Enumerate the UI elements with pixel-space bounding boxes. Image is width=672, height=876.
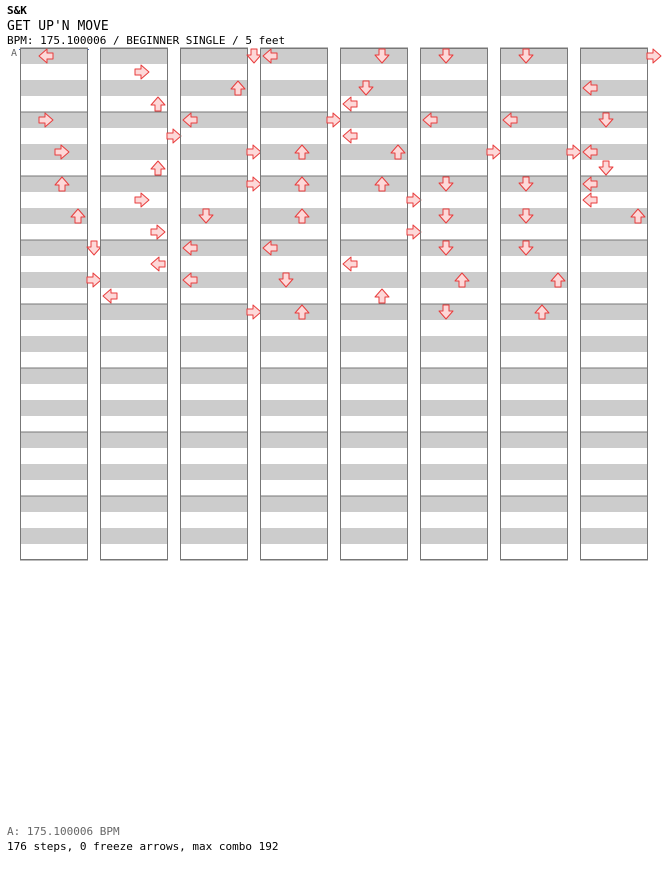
beat-stripe — [260, 208, 328, 224]
beat-stripe — [100, 528, 168, 544]
beat-stripe — [20, 80, 88, 96]
step-arrow-right — [135, 193, 149, 207]
beat-stripe — [580, 272, 648, 288]
beat-stripe — [340, 464, 408, 480]
beat-stripe — [260, 272, 328, 288]
step-arrow-down — [87, 241, 101, 255]
beat-stripe — [340, 176, 408, 192]
step-arrow-down — [247, 49, 261, 63]
step-arrow-up — [151, 97, 165, 111]
beat-stripe — [20, 464, 88, 480]
beat-stripe — [180, 368, 248, 384]
beat-stripe — [420, 176, 488, 192]
beat-stripe — [20, 240, 88, 256]
beat-stripe — [260, 528, 328, 544]
beat-stripe — [180, 464, 248, 480]
chart-column — [340, 48, 421, 560]
beat-stripe — [340, 496, 408, 512]
beat-stripe — [260, 176, 328, 192]
beat-stripe — [340, 368, 408, 384]
beat-stripe — [340, 240, 408, 256]
beat-stripe — [100, 272, 168, 288]
beat-stripe — [500, 240, 568, 256]
beat-stripe — [180, 48, 248, 64]
beat-stripe — [180, 208, 248, 224]
beat-stripe — [100, 464, 168, 480]
step-arrow-left — [583, 193, 597, 207]
beat-stripe — [580, 368, 648, 384]
beat-stripe — [420, 528, 488, 544]
beat-stripe — [340, 272, 408, 288]
beat-stripe — [20, 496, 88, 512]
beat-stripe — [260, 144, 328, 160]
beat-stripe — [100, 240, 168, 256]
beat-stripe — [580, 528, 648, 544]
beat-stripe — [260, 464, 328, 480]
beat-stripe — [420, 208, 488, 224]
beat-stripe — [180, 400, 248, 416]
beat-stripe — [420, 144, 488, 160]
beat-stripe — [500, 208, 568, 224]
step-arrow-right — [135, 65, 149, 79]
beat-stripe — [580, 464, 648, 480]
beat-stripe — [260, 400, 328, 416]
chart-column — [420, 48, 501, 560]
beat-stripe — [20, 272, 88, 288]
beat-stripe — [100, 208, 168, 224]
beat-stripe — [260, 304, 328, 320]
beat-stripe — [580, 432, 648, 448]
step-arrow-left — [151, 257, 165, 271]
beat-stripe — [420, 496, 488, 512]
chart-column — [580, 48, 661, 560]
step-arrow-right — [487, 145, 501, 159]
chart-column — [20, 48, 101, 560]
beat-stripe — [500, 528, 568, 544]
beat-stripe — [340, 304, 408, 320]
beat-stripe — [100, 144, 168, 160]
beat-stripe — [420, 432, 488, 448]
beat-stripe — [500, 304, 568, 320]
beat-stripe — [500, 144, 568, 160]
beat-stripe — [580, 240, 648, 256]
beat-stripe — [100, 304, 168, 320]
beat-stripe — [260, 336, 328, 352]
beat-stripe — [500, 400, 568, 416]
beat-stripe — [340, 400, 408, 416]
step-summary: 176 steps, 0 freeze arrows, max combo 192 — [7, 840, 279, 853]
step-arrow-left — [343, 97, 357, 111]
beat-stripe — [260, 112, 328, 128]
step-arrow-right — [247, 145, 261, 159]
beat-stripe — [500, 368, 568, 384]
beat-stripe — [340, 80, 408, 96]
chart-column — [100, 48, 181, 560]
step-arrow-right — [327, 113, 341, 127]
beat-stripe — [180, 496, 248, 512]
beat-stripe — [420, 464, 488, 480]
beat-stripe — [500, 464, 568, 480]
beat-stripe — [20, 304, 88, 320]
step-arrow-right — [151, 225, 165, 239]
beat-stripe — [20, 528, 88, 544]
step-arrow-right — [247, 305, 261, 319]
beat-stripe — [420, 240, 488, 256]
bpm-legend: A: 175.100006 BPM — [7, 825, 120, 838]
beat-stripe — [20, 144, 88, 160]
step-arrow-left — [343, 129, 357, 143]
beat-stripe — [260, 80, 328, 96]
logo: S&K — [7, 4, 27, 17]
chart-meta: BPM: 175.100006 / BEGINNER SINGLE / 5 feet — [7, 34, 286, 47]
beat-stripe — [580, 304, 648, 320]
beat-stripe — [260, 432, 328, 448]
beat-stripe — [260, 368, 328, 384]
beat-stripe — [180, 304, 248, 320]
beat-stripe — [420, 304, 488, 320]
beat-stripe — [500, 432, 568, 448]
step-arrow-left — [103, 289, 117, 303]
beat-stripe — [500, 80, 568, 96]
beat-stripe — [340, 528, 408, 544]
beat-stripe — [340, 208, 408, 224]
beat-stripe — [580, 336, 648, 352]
beat-stripe — [100, 368, 168, 384]
beat-stripe — [420, 48, 488, 64]
beat-stripe — [580, 112, 648, 128]
beat-stripe — [20, 400, 88, 416]
beat-stripe — [100, 112, 168, 128]
beat-stripe — [500, 176, 568, 192]
beat-stripe — [180, 528, 248, 544]
beat-stripe — [100, 80, 168, 96]
step-arrow-right — [567, 145, 581, 159]
beat-stripe — [180, 336, 248, 352]
beat-stripe — [420, 336, 488, 352]
beat-stripe — [340, 336, 408, 352]
beat-stripe — [20, 432, 88, 448]
step-arrow-right — [407, 193, 421, 207]
step-arrow-down — [599, 161, 613, 175]
beat-stripe — [500, 496, 568, 512]
beat-stripe — [20, 48, 88, 64]
beat-stripe — [340, 432, 408, 448]
beat-stripe — [420, 368, 488, 384]
beat-stripe — [180, 144, 248, 160]
step-arrow-right — [87, 273, 101, 287]
chart-column — [260, 48, 341, 560]
step-arrow-right — [247, 177, 261, 191]
beat-stripe — [100, 48, 168, 64]
song-title: GET UP'N MOVE — [7, 19, 109, 34]
step-arrow-left — [343, 257, 357, 271]
beat-stripe — [340, 48, 408, 64]
beat-stripe — [20, 176, 88, 192]
beat-stripe — [340, 112, 408, 128]
step-arrow-right — [167, 129, 181, 143]
beat-stripe — [420, 272, 488, 288]
beat-stripe — [20, 336, 88, 352]
beat-stripe — [180, 432, 248, 448]
beat-stripe — [580, 400, 648, 416]
chart-column — [180, 48, 261, 560]
beat-stripe — [500, 48, 568, 64]
beat-stripe — [500, 336, 568, 352]
bpm-marker: A — [11, 48, 18, 59]
step-arrow-up — [375, 289, 389, 303]
beat-stripe — [100, 176, 168, 192]
beat-stripe — [100, 400, 168, 416]
beat-stripe — [420, 400, 488, 416]
beat-stripe — [580, 48, 648, 64]
beat-stripe — [100, 496, 168, 512]
beat-stripe — [260, 496, 328, 512]
beat-stripe — [420, 80, 488, 96]
beat-stripe — [20, 112, 88, 128]
beat-stripe — [20, 368, 88, 384]
beat-stripe — [180, 176, 248, 192]
beat-stripe — [100, 432, 168, 448]
step-arrow-up — [151, 161, 165, 175]
step-arrow-right — [647, 49, 661, 63]
chart-column — [500, 48, 581, 560]
beat-stripe — [580, 496, 648, 512]
step-arrow-right — [407, 225, 421, 239]
beat-stripe — [100, 336, 168, 352]
